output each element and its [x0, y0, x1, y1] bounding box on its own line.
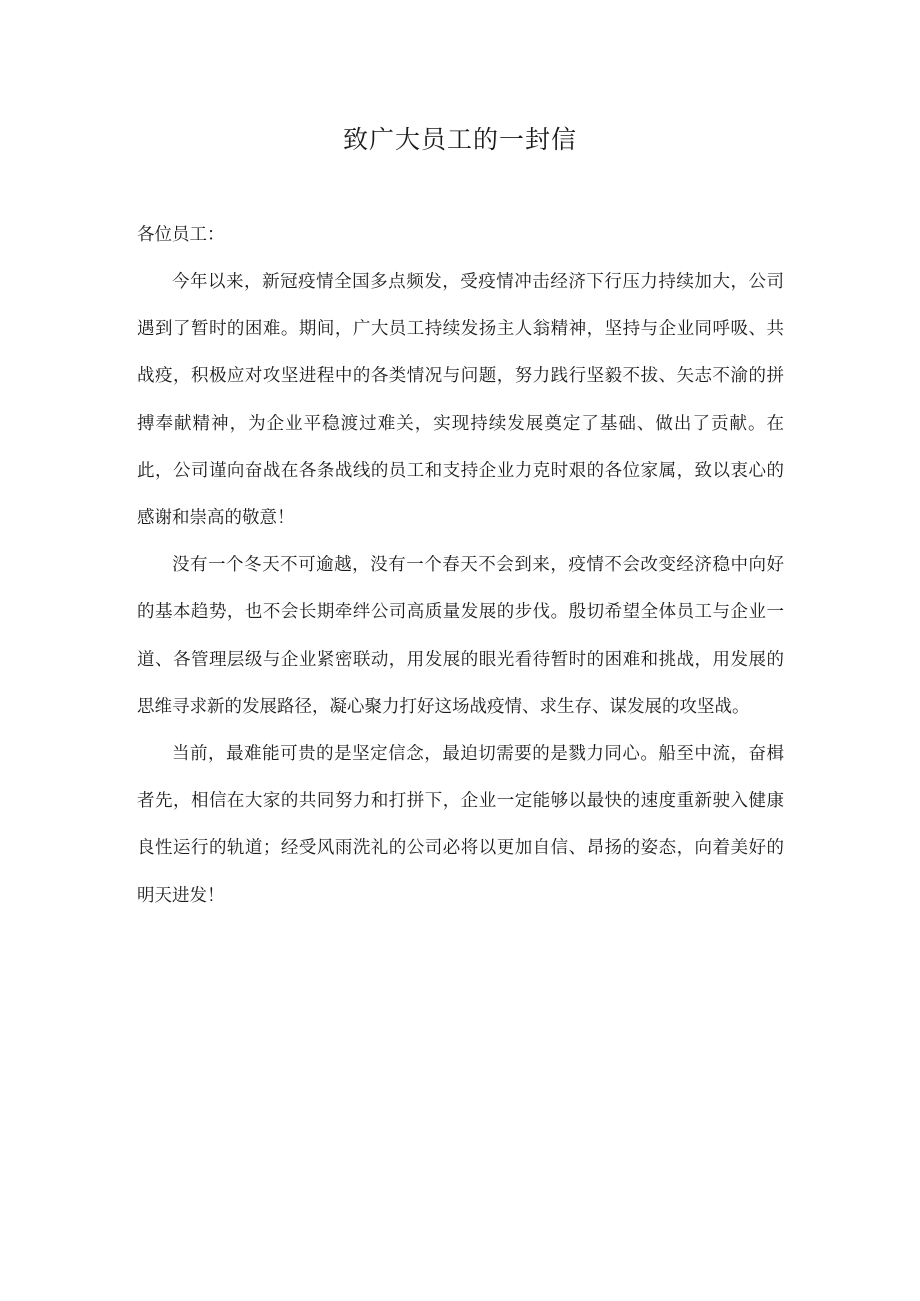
- paragraph-1: 今年以来，新冠疫情全国多点频发，受疫情冲击经济下行压力持续加大，公司遇到了暂时的困难。期间，广大员工持续发扬主人翁精神，坚持与企业同呼吸、共战疫，积极应对攻坚进程中的各类情况与问题，努力践行坚毅不拔、矢志不渝的拼搏奉献精神，为企业平稳渡过难关，实现持续发展奠定了基础、做出了贡献。在此，公司谨向奋战在各条战线的员工和支持企业力克时艰的各位家属，致以衷心的感谢和崇高的敬意！: [137, 272, 784, 529]
- letter-body: [137, 212, 784, 920]
- letter-title: 致广大员工的一封信: [342, 125, 577, 154]
- letter-salutation: 各位员工：: [137, 225, 225, 245]
- paragraph-2: 没有一个冬天不可逾越，没有一个春天不会到来，疫情不会改变经济稳中向好的基本趋势，也不会长期牵绊公司高质量发展的步伐。殷切希望全体员工与企业一道、各管理层级与企业紧密联动，用发展的眼光看待暂时的困难和挑战，用发展的思维寻求新的发展路径，凝心聚力打好这场战疫情、求生存、谋发展的攻坚战。: [137, 555, 784, 717]
- paragraph-3: 当前，最难能可贵的是坚定信念，最迫切需要的是戮力同心。船至中流，奋楫者先，相信在大家的共同努力和打拼下，企业一定能够以最快的速度重新驶入健康良性运行的轨道；经受风雨洗礼的公司必将以更加自信、昂扬的姿态，向着美好的明天进发！: [137, 744, 784, 906]
